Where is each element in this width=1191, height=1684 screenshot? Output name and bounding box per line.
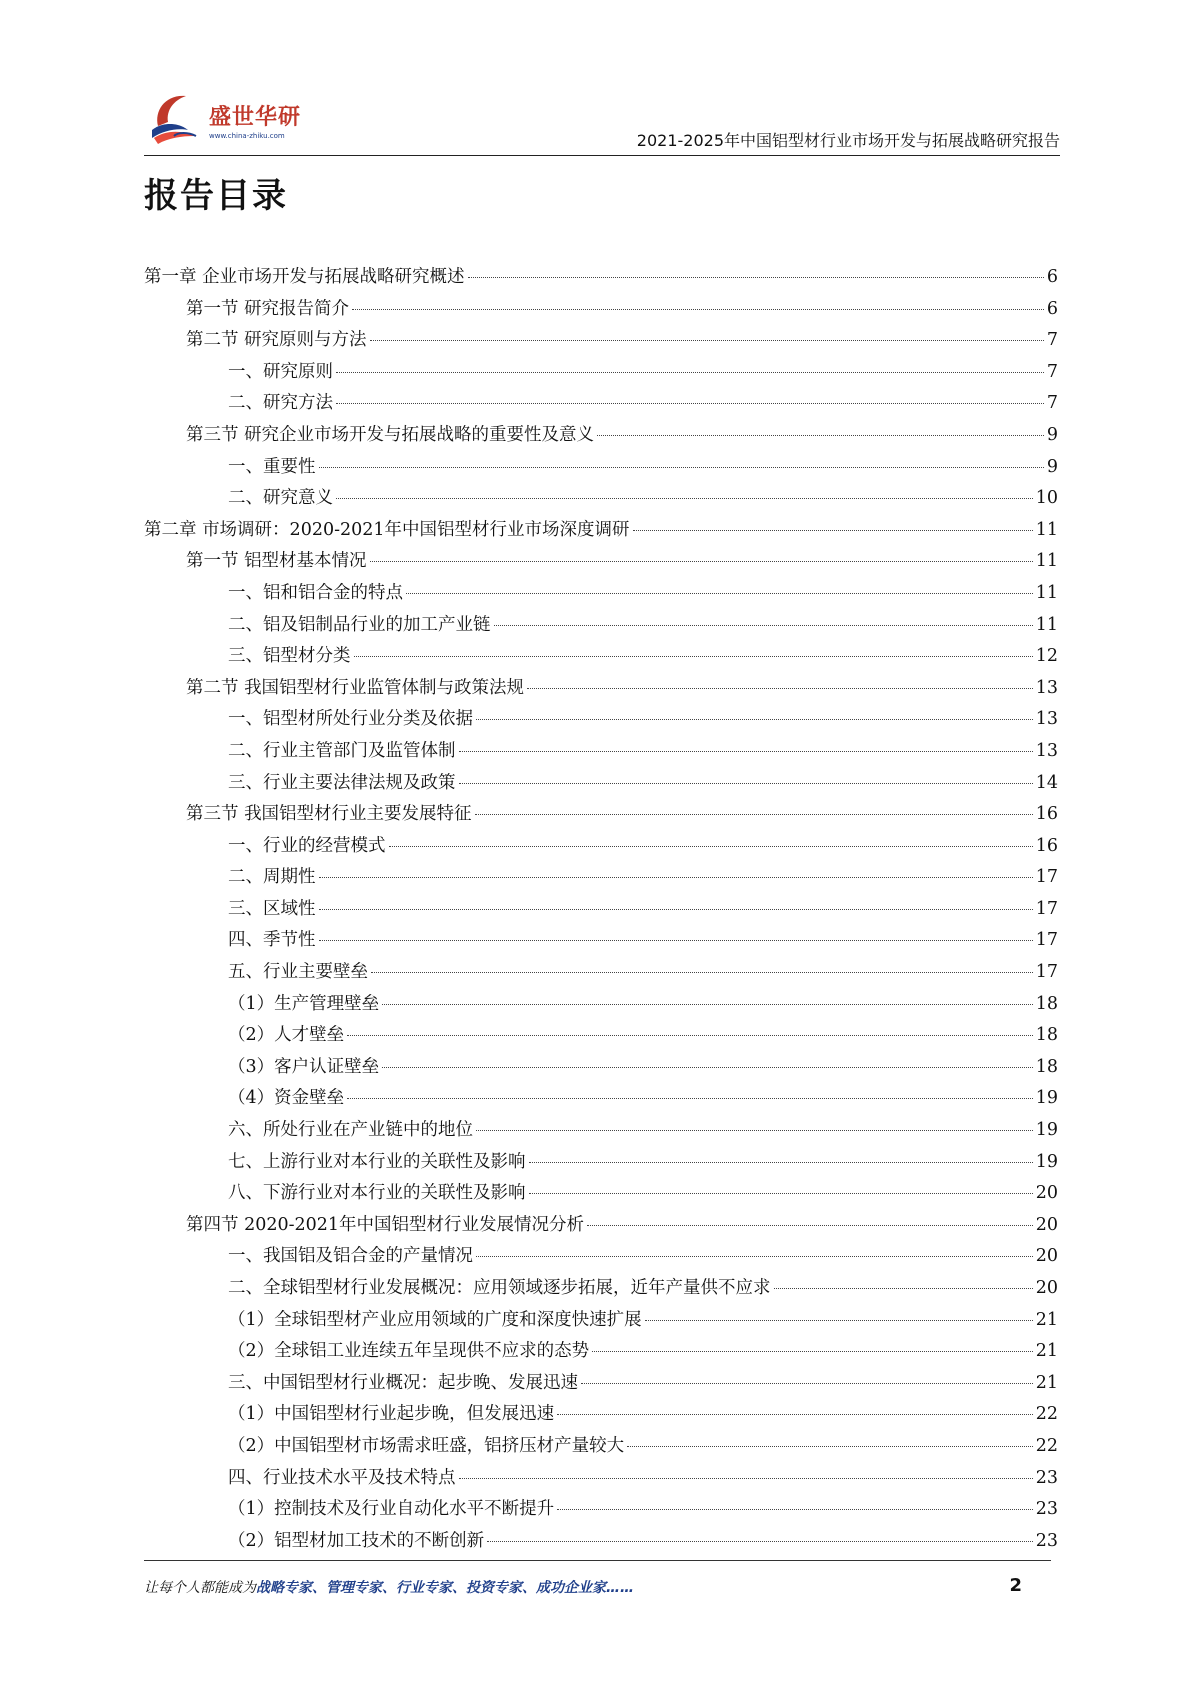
page-title: 报告目录: [144, 176, 288, 216]
toc-entry-page: 16: [1035, 804, 1058, 825]
toc-entry-page: 17: [1035, 867, 1058, 888]
toc-entry[interactable]: [144, 863, 1058, 895]
toc-entry[interactable]: [144, 1527, 1058, 1559]
toc-entry-title: 一、重要性: [228, 456, 316, 477]
logo-emblem-icon: [144, 86, 208, 150]
toc-entry-title: （3）客户认证壁垒: [228, 1056, 380, 1077]
toc-leader-dots: [319, 940, 1033, 941]
toc-leader-dots: [370, 340, 1044, 341]
toc-entry-page: 18: [1035, 1025, 1058, 1046]
toc-entry-title: 第三节 我国铝型材行业主要发展特征: [186, 804, 472, 825]
toc-leader-dots: [633, 530, 1033, 531]
toc-entry-title: 第一节 铝型材基本情况: [186, 551, 367, 572]
toc-entry[interactable]: [144, 579, 1058, 611]
toc-entry-title: 四、行业技术水平及技术特点: [228, 1467, 456, 1488]
toc-leader-dots: [406, 593, 1033, 594]
header-divider: [144, 155, 1060, 156]
toc-entry[interactable]: [144, 1400, 1058, 1432]
toc-entry-page: 20: [1035, 1246, 1058, 1267]
toc-entry-title: （1）控制技术及行业自动化水平不断提升: [228, 1499, 555, 1520]
toc-entry-page: 12: [1035, 646, 1058, 667]
toc-entry[interactable]: [144, 926, 1058, 958]
page-number: 2: [1009, 1575, 1022, 1596]
toc-entry-title: 二、研究意义: [228, 488, 333, 509]
toc-entry[interactable]: [144, 1116, 1058, 1148]
toc-entry-page: 19: [1035, 1151, 1058, 1172]
toc-entry-title: 一、行业的经营模式: [228, 835, 386, 856]
toc-leader-dots: [336, 498, 1033, 499]
toc-leader-dots: [459, 1478, 1033, 1479]
toc-leader-dots: [592, 1351, 1033, 1352]
toc-entry[interactable]: [144, 1148, 1058, 1180]
toc-entry-page: 13: [1035, 677, 1058, 698]
toc-entry-page: 18: [1035, 1056, 1058, 1077]
toc-entry-title: （1）全球铝型材产业应用领域的广度和深度快速扩展: [228, 1309, 642, 1330]
toc-entry[interactable]: [144, 1337, 1058, 1369]
toc-entry-page: 17: [1035, 898, 1058, 919]
toc-entry-page: 16: [1035, 835, 1058, 856]
footer-slogan-prefix: 让每个人都能成为: [144, 1580, 256, 1596]
company-logo: [144, 86, 314, 150]
toc-entry-page: 11: [1035, 614, 1058, 635]
toc-entry-title: （2）中国铝型材市场需求旺盛，铝挤压材产量较大: [228, 1435, 625, 1456]
toc-entry[interactable]: [144, 295, 1058, 327]
toc-leader-dots: [774, 1288, 1033, 1289]
toc-entry-title: 第四节 2020-2021年中国铝型材行业发展情况分析: [186, 1214, 585, 1235]
toc-entry-page: 20: [1035, 1214, 1058, 1235]
page-footer: [144, 1577, 1022, 1597]
toc-leader-dots: [347, 1035, 1033, 1036]
toc-leader-dots: [475, 814, 1033, 815]
toc-entry-page: 7: [1046, 393, 1058, 414]
toc-entry-title: 二、铝及铝制品行业的加工产业链: [228, 614, 491, 635]
toc-entry-title: （2）人才壁垒: [228, 1025, 345, 1046]
toc-entry-page: 22: [1035, 1404, 1058, 1425]
toc-entry-title: 第三节 研究企业市场开发与拓展战略的重要性及意义: [186, 424, 595, 445]
toc-leader-dots: [347, 1098, 1033, 1099]
toc-leader-dots: [645, 1320, 1033, 1321]
toc-entry[interactable]: [144, 895, 1058, 927]
toc-entry[interactable]: [144, 990, 1058, 1022]
toc-entry-page: 21: [1035, 1372, 1058, 1393]
toc-entry-title: 二、周期性: [228, 867, 316, 888]
toc-entry-title: 四、季节性: [228, 930, 316, 951]
toc-leader-dots: [557, 1509, 1033, 1510]
toc-leader-dots: [529, 1193, 1033, 1194]
toc-entry[interactable]: [144, 421, 1058, 453]
toc-entry-page: 7: [1046, 361, 1058, 382]
toc-entry-title: （2）全球铝工业连续五年呈现供不应求的态势: [228, 1341, 590, 1362]
footer-divider: [144, 1560, 1051, 1561]
report-title: 2021-2025年中国铝型材行业市场开发与拓展战略研究报告: [636, 131, 1060, 150]
toc-entry[interactable]: [144, 832, 1058, 864]
toc-entry-page: 10: [1035, 488, 1058, 509]
toc-entry-page: 11: [1035, 551, 1058, 572]
toc-entry-page: 21: [1035, 1309, 1058, 1330]
toc-leader-dots: [370, 561, 1033, 562]
toc-entry-title: 二、行业主管部门及监管体制: [228, 740, 456, 761]
toc-entry-title: 八、下游行业对本行业的关联性及影响: [228, 1183, 526, 1204]
page-header: [144, 80, 1060, 158]
toc-leader-dots: [627, 1446, 1033, 1447]
toc-entry-page: 13: [1035, 740, 1058, 761]
toc-leader-dots: [527, 688, 1033, 689]
toc-entry-title: 二、研究方法: [228, 393, 333, 414]
toc-leader-dots: [459, 783, 1033, 784]
toc-leader-dots: [352, 309, 1044, 310]
toc-entry-title: 七、上游行业对本行业的关联性及影响: [228, 1151, 526, 1172]
toc-entry-page: 23: [1035, 1530, 1058, 1551]
toc-leader-dots: [597, 435, 1044, 436]
toc-entry[interactable]: [144, 484, 1058, 516]
toc-entry[interactable]: [144, 1021, 1058, 1053]
toc-leader-dots: [557, 1414, 1033, 1415]
toc-leader-dots: [336, 372, 1044, 373]
toc-entry-title: 三、区域性: [228, 898, 316, 919]
toc-entry-page: 20: [1035, 1183, 1058, 1204]
toc-leader-dots: [319, 467, 1044, 468]
toc-entry-title: 一、铝型材所处行业分类及依据: [228, 709, 473, 730]
toc-entry[interactable]: [144, 705, 1058, 737]
toc-entry[interactable]: [144, 1306, 1058, 1338]
toc-entry-page: 19: [1035, 1120, 1058, 1141]
toc-entry[interactable]: [144, 1211, 1058, 1243]
toc-entry-page: 20: [1035, 1278, 1058, 1298]
toc-entry[interactable]: [144, 1495, 1058, 1527]
toc-entry-title: 二、全球铝型材行业发展概况：应用领域逐步拓展，近年产量供不应求: [228, 1278, 771, 1298]
toc-leader-dots: [382, 1067, 1033, 1068]
toc-entry-page: 17: [1035, 962, 1058, 983]
toc-entry[interactable]: [144, 1179, 1058, 1211]
toc-entry-title: （1）生产管理壁垒: [228, 993, 380, 1014]
toc-entry[interactable]: [144, 547, 1058, 579]
toc-entry[interactable]: [144, 1084, 1058, 1116]
footer-slogan-emphasis: 战略专家、管理专家、行业专家、投资专家、成功企业家……: [256, 1580, 634, 1596]
toc-entry-page: 9: [1046, 456, 1058, 477]
toc-entry-page: 21: [1035, 1341, 1058, 1362]
toc-entry-title: 一、我国铝及铝合金的产量情况: [228, 1246, 473, 1267]
toc-entry[interactable]: [144, 800, 1058, 832]
toc-leader-dots: [336, 403, 1044, 404]
toc-leader-dots: [476, 1256, 1033, 1257]
toc-entry[interactable]: [144, 1464, 1058, 1496]
toc-entry-page: 6: [1046, 298, 1058, 319]
table-of-contents: [144, 263, 1058, 1558]
logo-text: 盛世华研: [209, 105, 302, 130]
toc-entry[interactable]: [144, 642, 1058, 674]
toc-entry-page: 18: [1035, 993, 1058, 1014]
toc-entry-title: （2）铝型材加工技术的不断创新: [228, 1530, 485, 1551]
toc-leader-dots: [529, 1162, 1033, 1163]
toc-entry[interactable]: [144, 358, 1058, 390]
toc-entry-title: 第二章 市场调研：2020-2021年中国铝型材行业市场深度调研: [144, 519, 630, 540]
toc-entry[interactable]: [144, 737, 1058, 769]
toc-entry-page: 23: [1035, 1499, 1058, 1520]
toc-entry[interactable]: [144, 389, 1058, 421]
toc-entry-page: 13: [1035, 709, 1058, 730]
toc-leader-dots: [319, 909, 1033, 910]
toc-entry[interactable]: [144, 516, 1058, 548]
toc-entry-title: 六、所处行业在产业链中的地位: [228, 1120, 473, 1141]
toc-entry[interactable]: [144, 263, 1058, 295]
toc-entry-page: 22: [1035, 1435, 1058, 1456]
toc-leader-dots: [468, 277, 1044, 278]
toc-entry-title: 一、铝和铝合金的特点: [228, 582, 403, 603]
toc-entry-title: （4）资金壁垒: [228, 1088, 345, 1109]
toc-leader-dots: [476, 719, 1033, 720]
toc-leader-dots: [371, 972, 1033, 973]
toc-entry[interactable]: [144, 326, 1058, 358]
toc-entry[interactable]: [144, 1053, 1058, 1085]
toc-leader-dots: [494, 625, 1033, 626]
toc-entry[interactable]: [144, 958, 1058, 990]
toc-entry[interactable]: [144, 453, 1058, 485]
toc-entry-title: 第二节 我国铝型材行业监管体制与政策法规: [186, 677, 525, 698]
toc-entry-page: 17: [1035, 930, 1058, 951]
toc-entry-title: 第二节 研究原则与方法: [186, 330, 367, 351]
toc-leader-dots: [487, 1541, 1033, 1542]
toc-entry-page: 6: [1046, 267, 1058, 287]
toc-entry[interactable]: [144, 1242, 1058, 1274]
toc-entry-page: 9: [1046, 424, 1058, 445]
toc-entry-title: 五、行业主要壁垒: [228, 962, 368, 983]
toc-entry-page: 14: [1035, 772, 1058, 793]
toc-entry-page: 19: [1035, 1088, 1058, 1109]
toc-entry[interactable]: [144, 1274, 1058, 1306]
toc-entry[interactable]: [144, 769, 1058, 801]
toc-entry-title: 第一节 研究报告简介: [186, 298, 350, 319]
toc-entry-title: 三、中国铝型材行业概况：起步晚、发展迅速: [228, 1372, 578, 1393]
toc-leader-dots: [476, 1130, 1033, 1131]
toc-entry-title: 一、研究原则: [228, 361, 333, 382]
toc-leader-dots: [354, 656, 1033, 657]
logo-url: www.china-zhiku.com: [209, 132, 285, 140]
toc-entry-title: 第一章 企业市场开发与拓展战略研究概述: [144, 267, 465, 287]
toc-entry-page: 23: [1035, 1467, 1058, 1488]
toc-entry-title: （1）中国铝型材行业起步晚，但发展迅速: [228, 1404, 555, 1425]
toc-leader-dots: [382, 1004, 1033, 1005]
toc-entry-page: 11: [1035, 582, 1058, 603]
toc-leader-dots: [389, 846, 1033, 847]
toc-leader-dots: [319, 877, 1033, 878]
toc-entry[interactable]: [144, 1432, 1058, 1464]
toc-entry[interactable]: [144, 611, 1058, 643]
toc-entry-page: 7: [1046, 330, 1058, 351]
toc-leader-dots: [581, 1383, 1033, 1384]
toc-entry[interactable]: [144, 674, 1058, 706]
toc-leader-dots: [587, 1225, 1033, 1226]
toc-entry-title: 三、铝型材分类: [228, 646, 351, 667]
toc-leader-dots: [459, 751, 1033, 752]
toc-entry-title: 三、行业主要法律法规及政策: [228, 772, 456, 793]
toc-entry[interactable]: [144, 1369, 1058, 1401]
toc-entry-page: 11: [1035, 519, 1058, 540]
